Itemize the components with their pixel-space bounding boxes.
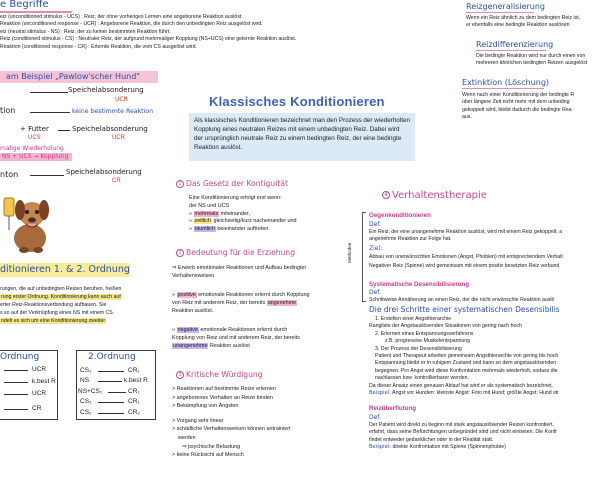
section-kontiguitaet-label: Das Gesetz der Kontiguität [186, 179, 288, 188]
kontiguitaet-line-3: » mehrmals miteinander, [189, 210, 251, 217]
second-order-arrow-2 [98, 381, 122, 382]
kontiguitaet-line-1: Eine Konditionierung erfolgt erst wenn: [189, 195, 282, 201]
intro-box [189, 113, 415, 161]
kontiguitaet-line-2: der NS und UCS [189, 202, 230, 209]
kritik-line-5: > Vorgang sehr linear [172, 417, 224, 424]
section-number-2: 2 [176, 249, 184, 257]
second-order-row-5-r: CR₂ [128, 409, 140, 416]
rf-line-3: findet entweder gedanklicher oder in der Realität statt. [369, 436, 494, 443]
kritik-line-7: werden [178, 434, 196, 441]
dif-line-1: Die bedingte Reaktion wird nur durch einen von [476, 53, 586, 59]
example-row3-sub: UCR [112, 135, 125, 141]
erziehung-line-2: Verhaltensweisen [172, 272, 215, 279]
example-row2-right: keine bestimmte Reaktion [72, 108, 153, 115]
erziehung-intro [172, 265, 306, 281]
extinktion-title: Extinktion (Löschung) [462, 78, 550, 87]
sd-step-3-desc-2: Entspannung bleibt er in ruhigem Zustand und kann so dem angstauslösenden [375, 360, 557, 367]
dif-line-2: mehreren ähnlichen bedingten Reizen ausgelöst [476, 60, 588, 67]
page-title: Klassisches Konditionieren [209, 94, 385, 109]
ext-line-2: über längere Zeit nicht mehr mit dem unbeding [462, 99, 570, 106]
rf-example [369, 444, 557, 451]
definition-ns: eiz (neutral stimulus - NS) : Reiz, der zu keiner bestimmten Reaktion führt. [0, 28, 171, 35]
mark-zeitlich: zeitlich [194, 218, 211, 225]
rf-line-2: erfahrt, dass seine Befürchtungen unbegründet sind und nicht eintreten. Die Konfr [369, 429, 558, 436]
ordnung-title: ditionieren 1. & 2. Ordnung [0, 264, 130, 275]
definition-cr: Reaktion (conditioned response - CR) : Erlernte Reaktion, die vom CS ausgelöst wird. [0, 43, 197, 50]
mark-positive: positive [177, 292, 196, 298]
sd-example-text: Angst vor Hunden: kleinste Angst: Foto mit Hund; größte Angst: Hund str [392, 390, 559, 397]
positive-line-3: Reaktion auslöst. [172, 307, 214, 314]
kritik-line-2: > angeborenes Verhalten an Reize binden [172, 394, 273, 401]
sd-step-1: 1. Erstellen einer Angsthierarchie [375, 316, 452, 322]
second-order-row-1-l: CS₁ [80, 367, 92, 374]
title-underline [0, 11, 72, 13]
desensibilisierung-title: Systematische Desensibilisierung [369, 281, 470, 288]
verhaltenstherapie-label: Verhaltenstherapie [392, 190, 487, 201]
section-kritik-title [176, 370, 263, 379]
example-title: am Beispiel „Pawlow'scher Hund" [6, 72, 140, 81]
reizueberflutung-title: Reizüberflutung [369, 405, 417, 412]
example-row1-sub: UCR [115, 96, 128, 103]
section-number-1: 1 [176, 180, 184, 188]
first-order-row-1: UCR [32, 366, 47, 373]
negative-line-1: » negative emotionale Reaktionen erlernt durch [172, 327, 288, 333]
dif-underline [476, 50, 546, 51]
reizdifferenzierung-text [476, 53, 587, 68]
example-row4-sub: CR [112, 178, 121, 184]
section-kontiguitaet-title [176, 179, 288, 188]
second-order-title: 2.Ordnung [88, 352, 136, 362]
intro-text: Als klassisches Konditionieren bezeichnet man den Prozess der wiederholten Kopplung eines neutralen Reizes mit einem unbedingten Reiz. Dabei wird der ursprünglich neutrale Reiz zu einem bedingten Reiz, der eine bedingte Reaktion auslöst. [194, 117, 410, 151]
example-row3-left: + Futter [20, 125, 49, 133]
desensibilisierung-steps-title: Die drei Schritte einer systematischen Desensibilis [369, 305, 560, 314]
ordnung-line-3: erter Reiz-Reaktionsverbindung aufbauen. Sie [0, 302, 107, 308]
gk-line-2: angenehme Reaktion zur Folge hat. [369, 236, 452, 243]
sd-example-label: Beispiel: [369, 390, 392, 397]
second-order-row-3-l: NS+CS₁ [78, 388, 103, 395]
reizgeneralisierung-text [466, 15, 580, 30]
second-order-row-2-l: NS [80, 377, 90, 384]
desensibilisierung-steps [369, 316, 559, 397]
ordnung-line-4: s so auf der Verknüpfung eines NS mit einem CS. [0, 310, 115, 316]
gegenkonditionieren-text [369, 229, 562, 244]
example-note2: NS + UCS → Kopplung [2, 153, 69, 160]
erziehung-line-1: ⇒ Erwerb emotionaler Reaktionen und Aufbau bedingter [172, 265, 307, 271]
gegenkonditionieren-ziel-text [369, 253, 563, 271]
reizgeneralisierung-title: Reizgeneralisierung [466, 2, 545, 11]
gegenkonditionieren-ziel: Ziel: [369, 245, 383, 252]
second-order-row-5-l: CS₂ [80, 409, 92, 416]
negative-line-2: Kopplung von Reiz und mit anderem Reiz, der bereits [172, 334, 300, 341]
mark-unangenehme: unangenehme [173, 342, 208, 349]
methoden-bracket [362, 212, 366, 302]
example-row3-sub-left: UCS [28, 135, 41, 141]
gegenkonditionieren-def: Def. [369, 221, 381, 228]
second-order-row-4-l: CS₂ [80, 398, 92, 405]
arrow-1 [30, 92, 68, 93]
sd-step-2: 2. Erlernen eines Entspannungsverfahrens [375, 330, 474, 337]
second-order-row-2-r: k.best R [124, 377, 148, 384]
example-note1: malige Wiederholung [0, 145, 64, 152]
positive-line-1: » positive emotionale Reaktionen erlernt durch Kopplung [172, 292, 310, 298]
verhaltenstherapie-title [382, 190, 487, 203]
second-order-arrow-4 [98, 402, 124, 403]
reizdifferenzierung-title: Reizdifferenzierung [476, 40, 554, 49]
arrow-3 [58, 130, 70, 131]
gen-line-1: Wenn ein Reiz ähnlich zu dem bedingten Reiz ist, [466, 15, 581, 21]
section-number-3: 3 [176, 371, 184, 379]
kritik-line-6: > schädliche Verhaltensweisen können antrainiert [172, 426, 291, 433]
kritik-line-3: > Bekämpfung von Ängsten [172, 403, 239, 410]
sd-step-1-desc: Rangliste der Angstauslösenden Situationen von gering nach hoch [369, 323, 522, 330]
second-order-row-4-r: CR₁ [128, 398, 140, 405]
positive-line-2: von Reiz mit anderem Reiz, der bereits angenehme [172, 299, 297, 306]
gk-ziel-line-2: Negativer Reiz (Spinne) wird gemeinsam mit einem positiv besetzten Reiz verbund [369, 263, 560, 269]
rf-line-1: Der Patient wird direkt zu beginn mit stark angstauslösender Reizen konfrontiert, [369, 422, 554, 428]
rf-example-label: Beispiel: [369, 444, 392, 451]
section-erziehung-label: Bedeutung für die Erziehung [186, 248, 296, 257]
second-order-arrow-1 [98, 371, 124, 372]
gk-ziel-line-1: Abbau von unerwünschten Emotionen (Angst, Phobien) mit entsprechendem Verhalt [369, 254, 563, 260]
dog-illustration [0, 190, 60, 260]
example-row1-right: Speichelabsonderung [68, 86, 144, 94]
ordnung-line-5 [0, 317, 122, 325]
kontiguitaet-text [189, 195, 297, 234]
sd-step-3: 3. Der Prozess der Desensibilisierung [375, 345, 462, 352]
ext-line-3: gekoppelt wird, bleibt dadurch die bedingte Rea [462, 106, 572, 113]
sd-step-2-desc: z.B. progressive Muskelentspannung [385, 338, 471, 345]
desensibilisierung-def: Def. [369, 289, 381, 296]
section-number-4: 4 [382, 191, 390, 199]
ordnung-text [0, 285, 122, 325]
definitions-list [0, 14, 296, 51]
definition-cs: Reiz (conditioned stimulus - CS) : Neutraler Reiz, der aufgrund mehrmaliger Kopplung (NS+UCS) eine gelernte Reaktion auslöst. [0, 36, 297, 43]
sd-end: Da dieser Ansatz einen genauen Ablauf hat wird er als systematisch bezeichnet. [369, 382, 553, 389]
gen-line-2: er ebenfalls eine bedingte Reaktion auslösen [466, 22, 570, 29]
second-order-arrow-3 [108, 392, 126, 393]
gk-line-1: Ein Reiz, der eine unangenehme Reaktion auslöst, wird mit einem Reiz gekoppelt, a [369, 229, 563, 235]
kritik-list [172, 385, 291, 460]
mark-mehrmals: mehrmals [194, 210, 219, 217]
reizueberflutung-text [369, 422, 557, 452]
ext-line-1: Wenn nach einer Konditionierung der bedingte R [462, 92, 575, 98]
desensibilisierung-def-text: Schrittweise Annäherung an einen Reiz, der die nicht erwünschte Reaktion auslö [369, 297, 555, 303]
first-order-arrow-2 [4, 382, 28, 383]
sd-step-3-desc-4: nachlassen bzw. kontrollierbarer werden. [375, 375, 469, 382]
sd-step-3-desc-3: begegnen. Pro Angst wird diese Konfrontation mehrmals wiederholt, sodass die [375, 367, 558, 374]
first-order-title: Ordnung [0, 352, 40, 362]
gegenkonditionieren-title: Gegenkonditionieren [369, 212, 431, 219]
second-order-arrow-5 [98, 413, 124, 414]
gen-underline [466, 12, 534, 13]
first-order-row-3: UCR [32, 390, 47, 397]
example-row1-left: tion [0, 106, 16, 115]
rf-example-text: direkte Konfrontation mit Spinne (Spinnenphobie) [392, 444, 506, 451]
definition-ucr: Reaktion (unconditioned response - UCR) : Angeborene Reaktion, die durch den unbedingten Reiz ausgelöst wird. [0, 21, 263, 28]
first-order-arrows [4, 370, 28, 371]
ordnung-line-1: rungen, die auf unbedingten Reizen beruhen, heißen [0, 286, 122, 292]
example-row3-right: Speichelabsonderung [72, 125, 148, 133]
arrow-4 [30, 175, 64, 176]
methoden-label: Methoden [347, 242, 353, 263]
kontiguitaet-line-4: » zeitlich gleichzeitig/kurz nacheinander und [189, 218, 297, 225]
ext-line-4: aus. [462, 114, 472, 121]
ordnung-line-2-text: rung erster Ordnung. Konditionierung kann auch auf [1, 294, 121, 300]
mark-angenehme: angenehme [267, 299, 297, 306]
reizueberflutung-def: Def. [369, 414, 381, 421]
arrow-2 [30, 112, 70, 113]
kritik-line-8: ⇒ psychische Belastung [182, 443, 241, 450]
section-kritik-label: Kritische Würdigung [186, 370, 263, 379]
kontiguitaet-line-5: » räumlich beieinander auftreten. [189, 226, 270, 233]
section-title-begriffe: e Begriffe [0, 0, 49, 10]
first-order-row-4: CR [32, 405, 42, 412]
mark-negative: negative [177, 327, 198, 333]
ordnung-line-2 [0, 293, 122, 301]
ext-underline [462, 88, 544, 89]
kritik-line-9: > keine Rücksicht auf Mensch [172, 452, 244, 459]
section-erziehung-title [176, 248, 295, 257]
erziehung-negative [172, 327, 300, 350]
sd-step-3-desc-1: Patient und Therapeut arbeiten gemeinsam Angsthierarchie von gering bis hoch [375, 353, 559, 360]
ordnung-line-5-text: ndelt es sich um eine Konditionierung zweiter [1, 318, 106, 324]
first-order-arrow-3 [4, 394, 28, 395]
second-order-row-3-r: CR₁ [128, 388, 140, 395]
first-order-row-2: k.best R [32, 378, 56, 385]
example-row4-left: nton [0, 170, 19, 179]
erziehung-positive [172, 292, 309, 315]
sd-example [369, 390, 559, 397]
extinktion-text [462, 92, 574, 122]
definition-ucs: eiz (unconditioned stimulus - UCS) : Reiz, der ohne vorheriges Lernen eine angeborene Reaktion auslöst. [0, 14, 243, 20]
kritik-line-1: > Reaktionen auf bestimmte Reize erlernen [172, 386, 276, 392]
first-order-arrow-4 [4, 409, 28, 410]
second-order-row-1-r: CR₁ [128, 367, 140, 374]
mark-raeumlich: räumlich [194, 226, 215, 233]
example-row4-right: Speichelabsonderung [66, 168, 142, 176]
negative-line-3: unangenehme Reaktion auslöst [173, 342, 250, 349]
